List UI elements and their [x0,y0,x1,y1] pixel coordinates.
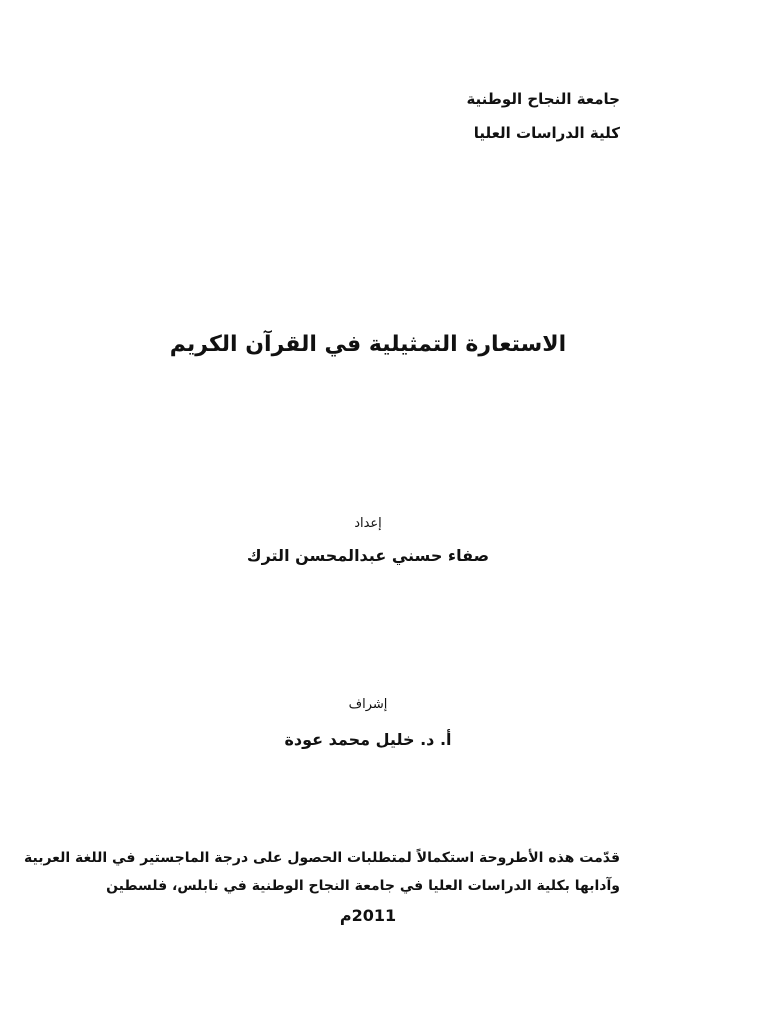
submission-year: 2011م [339,906,397,925]
supervision-label: إشراف [348,697,388,712]
prepared-by-label: إعداد [354,516,382,531]
faculty-name: كلية الدراسات العليا [473,124,620,142]
submission-statement-line-1: قدّمت هذه الأطروحة استكمالاً لمتطلبات الحصول على درجة الماجستير في اللغة العربية [24,850,620,866]
submission-statement-line-2: وآدابها بكلية الدراسات العليا في جامعة النجاح الوطنية في نابلس، فلسطين [106,878,620,894]
thesis-title: الاستعارة التمثيلية في القرآن الكريم [169,332,567,357]
university-name: جامعة النجاح الوطنية [466,90,620,108]
author-name: صفاء حسني عبدالمحسن الترك [246,546,490,565]
supervisor-name: أ. د. خليل محمد عودة [284,730,452,749]
